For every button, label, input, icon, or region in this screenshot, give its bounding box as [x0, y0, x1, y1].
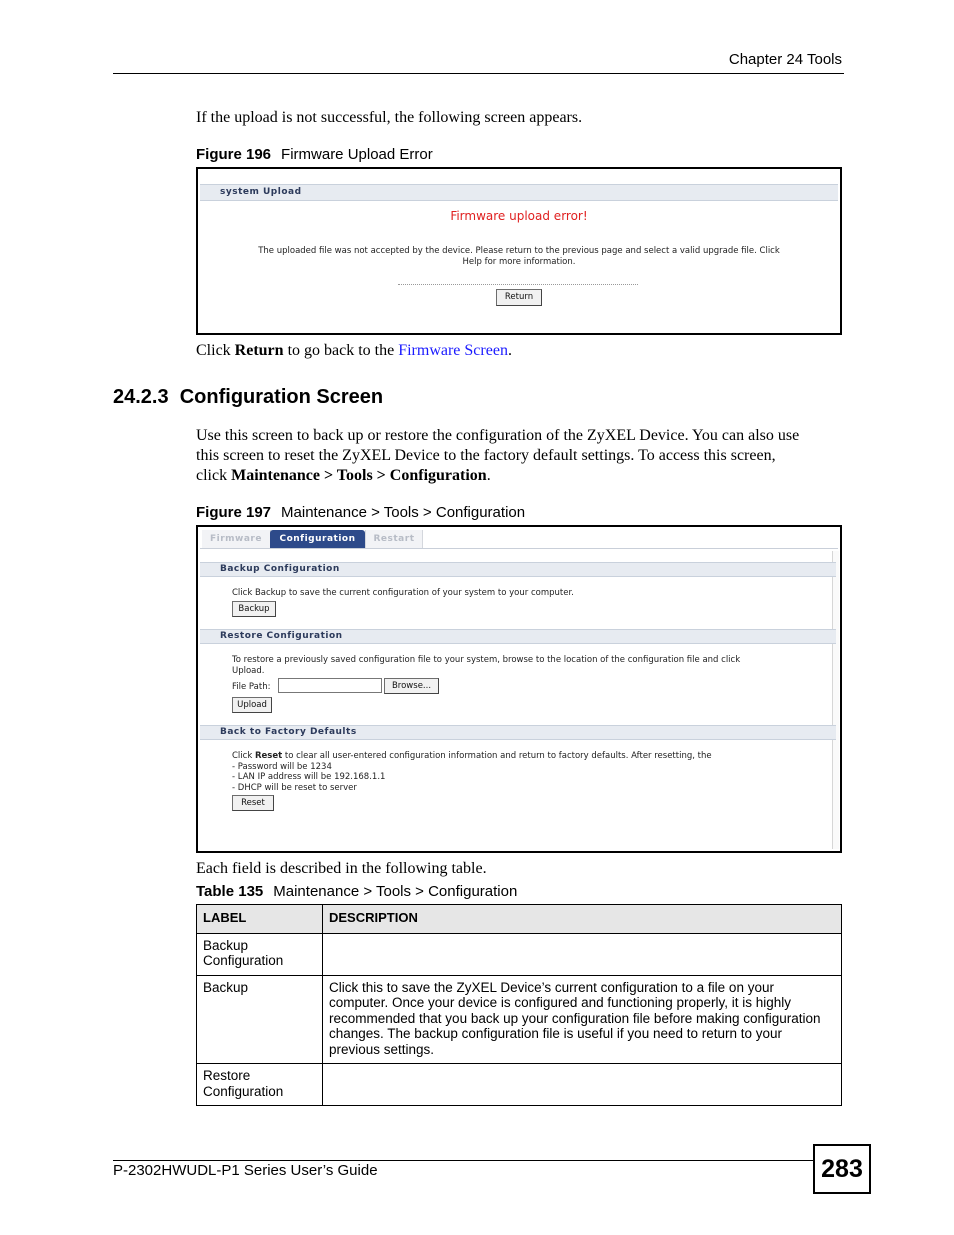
upload-button[interactable]: Upload [232, 697, 272, 713]
factory-prefix: Click [232, 751, 255, 761]
factory-suffix: to clear all user-entered configuration information and return to factory defaults. After resetting, the [282, 751, 712, 761]
section-heading [113, 386, 383, 409]
row-label [197, 933, 323, 975]
table-intro: Each field is described in the following table. [196, 860, 487, 877]
line3-prefix: click [196, 467, 232, 484]
return-button[interactable]: Return [496, 289, 542, 306]
header-rule [113, 73, 844, 74]
backup-button[interactable]: Backup [232, 601, 276, 617]
firmware-upload-error-screen [196, 167, 842, 335]
return-instruction-middle: to go back to the [283, 342, 399, 359]
row-description [323, 1064, 842, 1106]
file-path-label: File Path: [232, 682, 271, 692]
table-header-row [197, 905, 842, 934]
row-label [197, 1064, 323, 1106]
reset-bold: Reset [254, 751, 283, 761]
backup-configuration-header: Backup Configuration [200, 562, 836, 577]
row-description: Click this to save the ZyXEL Device’s current configuration to a file on your computer. Once your device is configured and functioning properly, it is highly recommended that you back up your configuration file before making configuration changes. The backup configuration file is useful if you need to return to your previous settings. [323, 975, 842, 1064]
factory-description [232, 751, 712, 793]
table-135-caption [196, 883, 517, 900]
table-135-title: Maintenance > Tools > Configuration [273, 883, 518, 900]
return-instruction-suffix: . [507, 342, 512, 359]
line3-suffix: . [486, 467, 491, 484]
restore-configuration-header: Restore Configuration [200, 629, 836, 644]
vertical-scrollbar[interactable] [832, 551, 839, 849]
restore-description-line2: Upload. [232, 665, 265, 676]
system-upload-title: system Upload [200, 184, 838, 201]
firmware-screen-link[interactable]: Firmware Screen [398, 342, 508, 359]
footer-guide-title: P-2302HWUDL-P1 Series User’s Guide [113, 1162, 378, 1179]
reset-button[interactable]: Reset [232, 795, 274, 811]
factory-bullet-dhcp: - DHCP will be reset to server [232, 782, 357, 793]
figure-197-title: Maintenance > Tools > Configuration [281, 504, 526, 521]
section-number: 24.2.3 [113, 386, 169, 408]
intro-text: If the upload is not successful, the following screen appears. [196, 109, 583, 126]
menu-path-bold: Maintenance > Tools > Configuration [231, 467, 487, 484]
factory-description-line [232, 751, 712, 762]
backup-description: Click Backup to save the current configuration of your system to your computer. [232, 588, 574, 598]
tab-firmware[interactable]: Firmware [202, 530, 271, 549]
row-label [197, 975, 323, 1064]
description-table [196, 904, 842, 1106]
column-header-label: LABEL [197, 905, 323, 934]
figure-196-title: Firmware Upload Error [281, 146, 433, 163]
figure-196-caption [196, 146, 433, 163]
section-paragraph-line1: Use this screen to back up or restore the configuration of the ZyXEL Device. You can also use [196, 427, 800, 444]
figure-197-caption [196, 504, 525, 521]
factory-bullet-lan-ip: - LAN IP address will be 192.168.1.1 [232, 772, 386, 782]
section-paragraph-line3 [196, 466, 846, 486]
tab-divider [200, 548, 838, 549]
configuration-screen [196, 525, 842, 853]
row-label-line2: Configuration [203, 953, 284, 968]
row-label-line1: Backup [203, 979, 249, 995]
row-label-line1: Backup [203, 937, 249, 953]
browse-button[interactable]: Browse... [384, 678, 439, 694]
factory-bullet-password: - Password will be 1234 [232, 761, 332, 772]
figure-196-label: Figure 196 [196, 146, 272, 163]
footer-rule [113, 1160, 813, 1161]
error-message-line2: Help for more information. [462, 257, 576, 267]
restore-description [232, 655, 740, 676]
dotted-divider [398, 284, 638, 285]
error-heading: Firmware upload error! [450, 209, 588, 223]
section-title: Configuration Screen [179, 386, 384, 408]
tab-restart[interactable]: Restart [365, 530, 423, 549]
section-paragraph-line2: this screen to reset the ZyXEL Device to the factory default settings. To access this screen, [196, 447, 776, 464]
return-instruction [196, 341, 846, 361]
error-message-line1: The uploaded file was not accepted by the device. Please return to the previous page and select a valid upgrade file. Click [258, 246, 780, 256]
factory-defaults-header: Back to Factory Defaults [200, 725, 836, 740]
row-label-line1: Restore [203, 1068, 251, 1083]
tab-configuration[interactable]: Configuration [270, 530, 365, 549]
table-row [197, 933, 842, 975]
figure-197-label: Figure 197 [196, 504, 272, 521]
row-description [323, 933, 842, 975]
section-paragraph [196, 426, 846, 486]
table-row [197, 975, 842, 1064]
chapter-header: Chapter 24 Tools [728, 51, 842, 68]
row-label-line2: Configuration [203, 1083, 284, 1099]
error-message [228, 246, 810, 268]
file-path-input[interactable] [278, 678, 382, 693]
column-header-description: DESCRIPTION [323, 905, 842, 934]
return-instruction-prefix: Click [196, 342, 235, 359]
return-bold: Return [234, 342, 284, 359]
table-135-label: Table 135 [196, 883, 264, 900]
table-row [197, 1064, 842, 1106]
restore-description-line1: To restore a previously saved configuration file to your system, browse to the location of the configuration file and click [232, 655, 741, 665]
page-number: 283 [813, 1144, 871, 1194]
